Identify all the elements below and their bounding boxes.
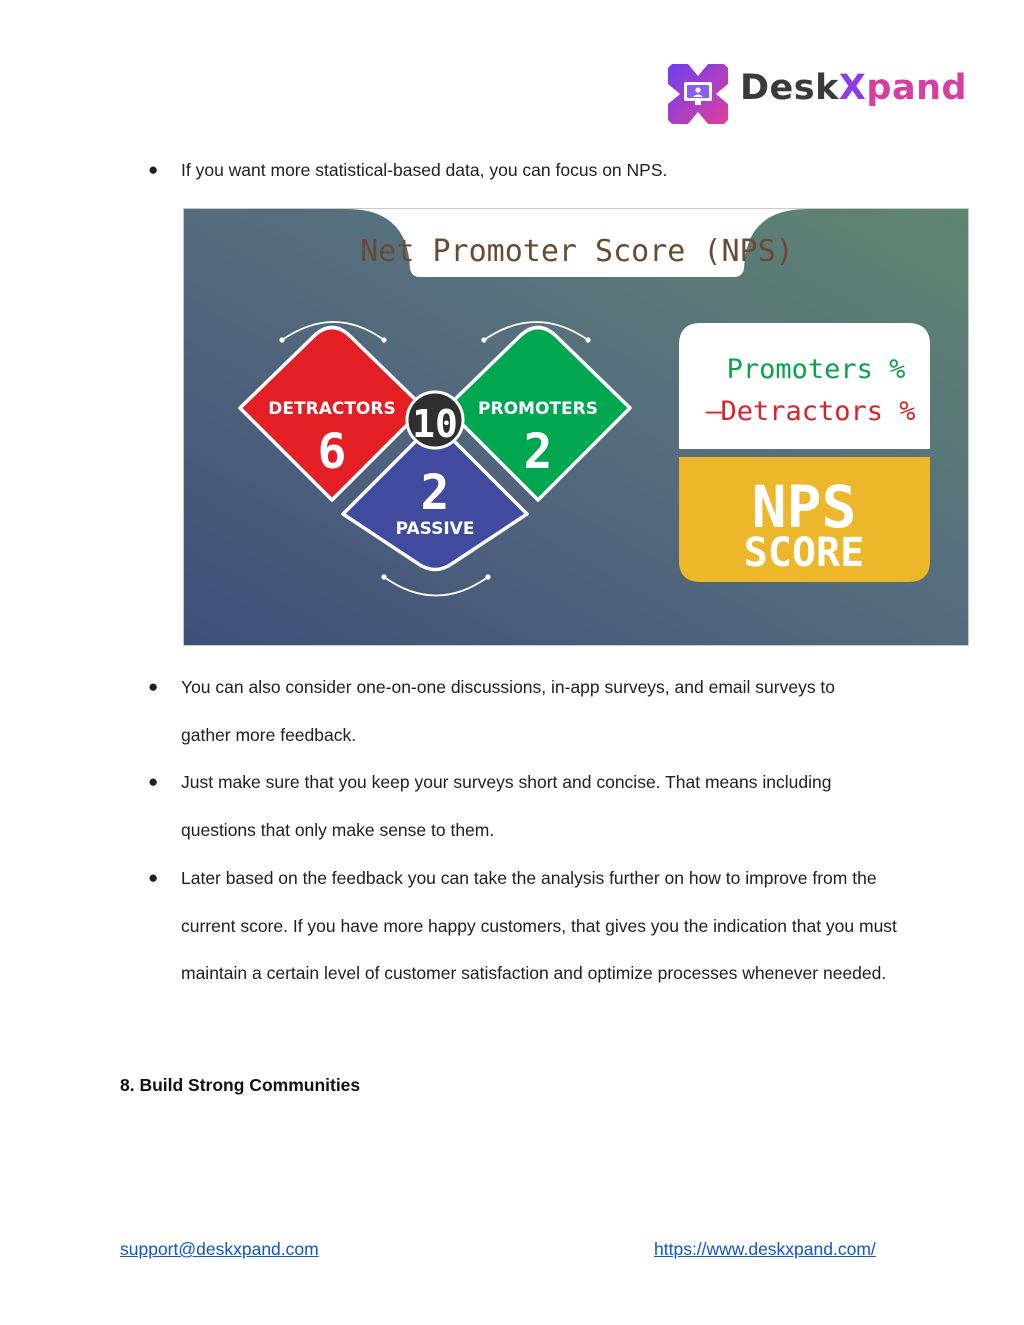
- arc-dot: [485, 574, 490, 579]
- promoters-label: PROMOTERS: [478, 399, 598, 419]
- website-link[interactable]: https://www.deskxpand.com/: [654, 1239, 876, 1259]
- bullet-text-analysis: Later based on the feedback you can take the analysis further on how to improve from the current score. If you have more happy customers, that gives you the indication that you must maintain a certain level of customer satisfaction and optimize processes whenever needed.: [181, 868, 897, 983]
- arc-dot: [585, 337, 590, 342]
- detractors-label: DETRACTORS: [268, 399, 396, 419]
- total-value: 10: [412, 402, 458, 446]
- formula-promoters: Promoters %: [726, 354, 906, 385]
- bullet-text-nps: If you want more statistical-based data, you can focus on NPS.: [181, 160, 668, 180]
- support-email-link[interactable]: support@deskxpand.com: [120, 1239, 319, 1259]
- formula-detractors: Detractors %: [720, 396, 916, 427]
- bullet-marker: ●: [148, 868, 159, 887]
- bullet-marker: ●: [148, 677, 159, 696]
- arc-dot: [279, 337, 284, 342]
- nps-score-line2: SCORE: [743, 530, 865, 576]
- bullet-marker: ●: [148, 160, 159, 179]
- logo-wordmark-pand: pand: [866, 68, 968, 108]
- deskxpand-logo: [664, 60, 968, 128]
- arc-dot: [381, 337, 386, 342]
- formula-card: [679, 323, 930, 449]
- figure-title: Net Promoter Score (NPS): [360, 234, 794, 269]
- detractors-value: 6: [317, 424, 347, 480]
- formula-minus: –: [705, 396, 723, 427]
- logo-wordmark-x: X: [838, 68, 867, 108]
- arc-dot: [481, 337, 486, 342]
- arc-dot: [381, 574, 386, 579]
- bullet-text-concise: Just make sure that you keep your surveys short and concise. That means including questions that only make sense to them.: [181, 772, 832, 840]
- passive-label: PASSIVE: [395, 519, 475, 539]
- bullet-marker: ●: [148, 772, 159, 791]
- bullet-text-surveys: You can also consider one-on-one discussions, in-app surveys, and email surveys to gather more feedback.: [181, 677, 836, 745]
- deskxpand-logo-mark: [664, 60, 732, 128]
- passive-value: 2: [420, 465, 450, 521]
- nps-score-line1: NPS: [751, 473, 857, 541]
- nps-infographic: [183, 208, 969, 646]
- promoters-value: 2: [523, 424, 553, 480]
- logo-wordmark: [740, 68, 967, 108]
- logo-wordmark-desk: Desk: [740, 68, 839, 108]
- section-heading: 8. Build Strong Communities: [120, 1075, 361, 1095]
